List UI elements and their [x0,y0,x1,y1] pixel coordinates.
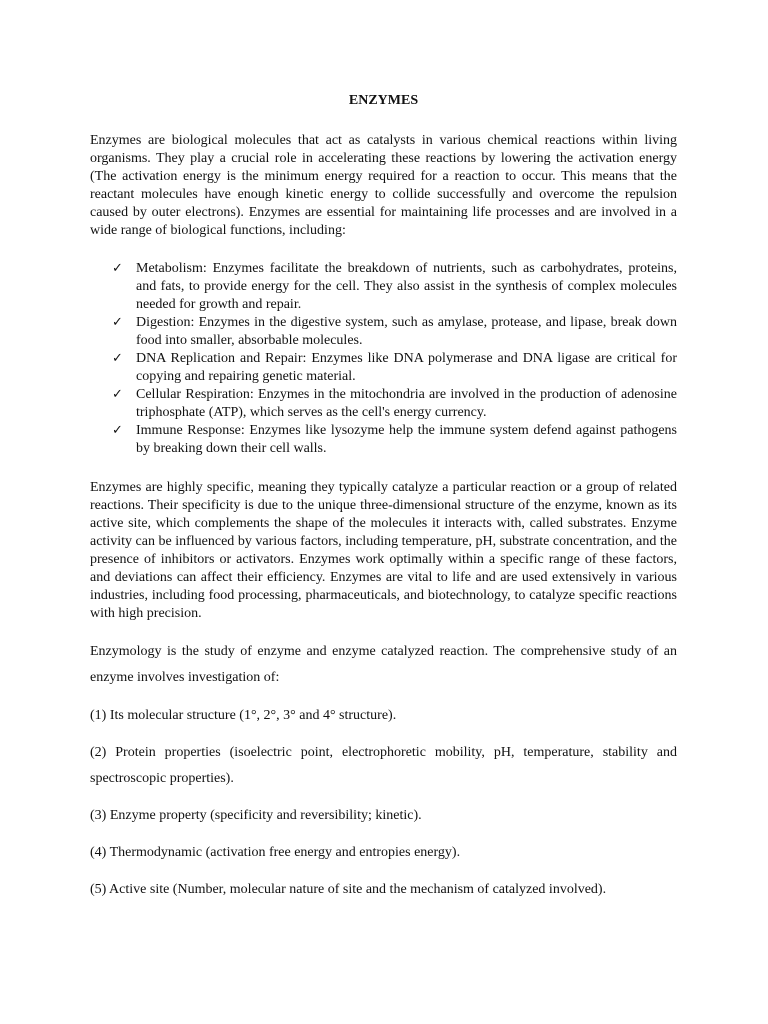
checkmark-icon: ✓ [112,351,123,366]
checkmark-icon: ✓ [112,423,123,438]
list-item [112,386,677,422]
checkmark-icon: ✓ [112,387,123,402]
list-item [112,350,677,386]
investigation-item: (5) Active site (Number, molecular nature of site and the mechanism of catalyzed involved). [90,882,607,897]
document-title: ENZYMES [348,93,419,108]
investigation-item: (4) Thermodynamic (activation free energy and entropies energy). [90,845,461,860]
enzymology-paragraph: Enzymology is the study of enzyme and enzyme catalyzed reaction. The comprehensive study of an enzyme involves investigation of: [90,644,677,685]
investigation-item: (3) Enzyme property (specificity and reversibility; kinetic). [90,808,422,823]
investigation-item: (2) Protein properties (isoelectric point, electrophoretic mobility, pH, temperature, stability and spectroscopic properties). [90,745,677,786]
list-item-text: Digestion: Enzymes in the digestive system, such as amylase, protease, and lipase, break down food into smaller, absorbable molecules. [136,315,677,348]
list-item-text: Cellular Respiration: Enzymes in the mitochondria are involved in the production of adenosine triphosphate (ATP), which serves as the cell's energy currency. [136,387,677,420]
list-item [112,260,677,314]
list-item-text: Metabolism: Enzymes facilitate the breakdown of nutrients, such as carbohydrates, proteins, and fats, to provide energy for the cell. They also assist in the synthesis of complex molecules needed for growth and repair. [136,261,677,312]
checkmark-icon: ✓ [112,261,123,276]
intro-paragraph: Enzymes are biological molecules that act as catalysts in various chemical reactions within living organisms. They play a crucial role in accelerating these reactions by lowering the activation energy (The activation energy is the minimum energy required for a reaction to occur. This means that the reactant molecules have enough kinetic energy to collide successfully and overcome the repulsion caused by outer electrons). Enzymes are essential for maintaining life processes and are involved in a wide range of biological functions, including: [90,133,677,238]
checkmark-icon: ✓ [112,315,123,330]
investigation-item: (1) Its molecular structure (1°, 2°, 3° and 4° structure). [90,708,397,723]
list-item-text: Immune Response: Enzymes like lysozyme help the immune system defend against pathogens by breaking down their cell walls. [136,423,677,456]
list-item [112,314,677,350]
list-item [112,422,677,458]
list-item-text: DNA Replication and Repair: Enzymes like DNA polymerase and DNA ligase are critical for copying and repairing genetic material. [136,351,677,384]
document-body [90,92,677,914]
specificity-paragraph: Enzymes are highly specific, meaning they typically catalyze a particular reaction or a group of related reactions. Their specificity is due to the unique three-dimensional structure of the enzyme, known as its active site, which complements the shape of the molecules it interacts with, called substrates. Enzyme activity can be influenced by various factors, including temperature, pH, substrate concentration, and the presence of inhibitors or activators. Enzymes work optimally within a specific range of these factors, and deviations can affect their efficiency. Enzymes are vital to life and are used extensively in various industries, including food processing, pharmaceuticals, and biotechnology, to catalyze specific reactions with high precision. [90,480,677,621]
functions-checklist [90,260,677,458]
